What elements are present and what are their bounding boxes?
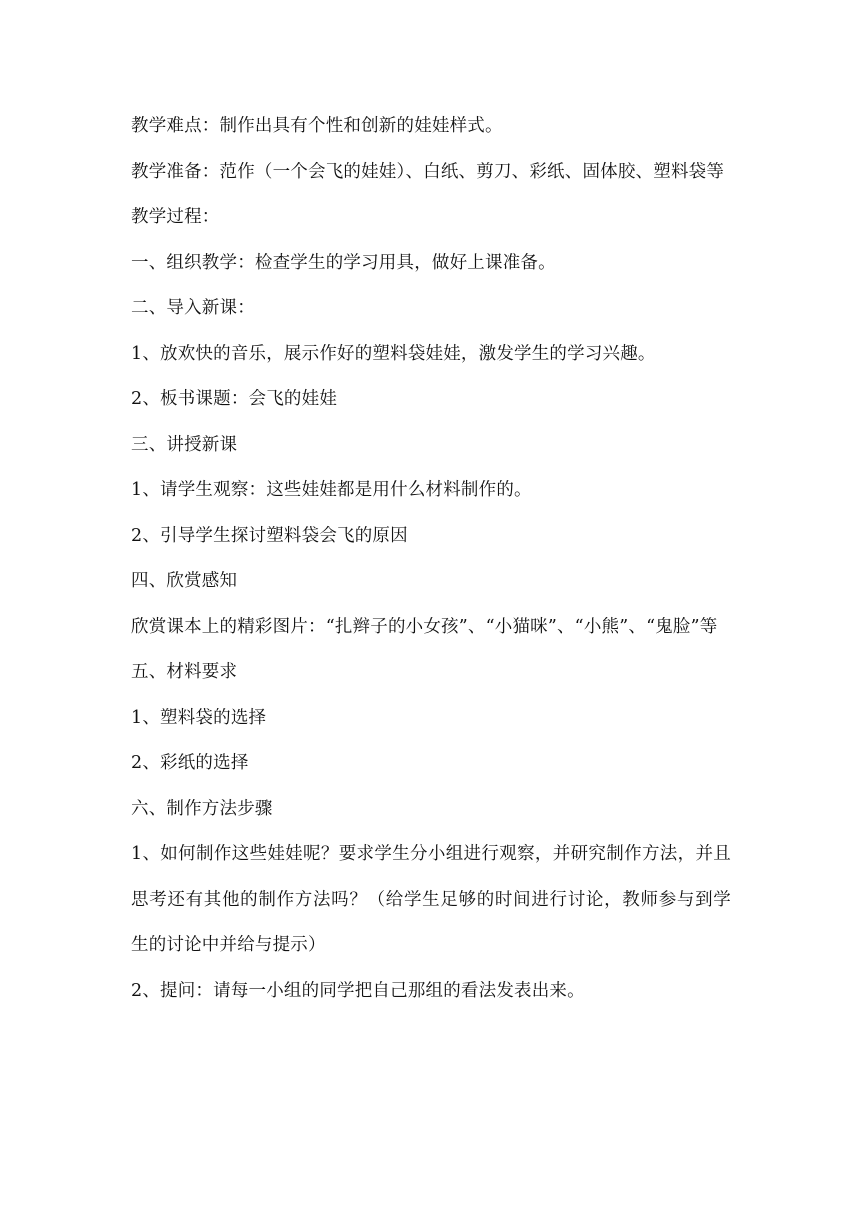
document-body [131, 104, 731, 1014]
paragraph-item: 2、引导学生探讨塑料袋会飞的原因 [131, 525, 408, 546]
paragraph-section-4: 四、欣赏感知 [131, 571, 238, 591]
paragraph-section-3: 三、讲授新课 [131, 434, 238, 455]
paragraph-item: 1、放欢快的音乐，展示作好的塑料袋娃娃，激发学生的学习兴趣。 [131, 343, 656, 364]
paragraph-appreciation: 欣赏课本上的精彩图片：“扎辫子的小女孩”、“小猫咪”、“小熊”、“鬼脸”等 [131, 616, 718, 637]
paragraph-section-5: 五、材料要求 [131, 662, 238, 682]
paragraph-section-1: 一、组织教学：检查学生的学习用具，做好上课准备。 [131, 252, 556, 273]
paragraph-item: 2、彩纸的选择 [131, 753, 249, 773]
paragraph-item: 1、请学生观察：这些娃娃都是用什么材料制作的。 [131, 480, 532, 500]
paragraph-item: 1、塑料袋的选择 [131, 707, 267, 728]
paragraph-item: 2、提问：请每一小组的同学把自己那组的看法发表出来。 [131, 980, 585, 1001]
paragraph-item: 2、板书课题：会飞的娃娃 [131, 389, 338, 409]
paragraph-preparation: 教学准备：范作（一个会飞的娃娃）、白纸、剪刀、彩纸、固体胶、塑料袋等 [131, 161, 725, 182]
paragraph-process-heading: 教学过程： [131, 207, 220, 227]
paragraph-difficulty: 教学难点：制作出具有个性和创新的娃娃样式。 [131, 116, 503, 136]
paragraph-item: 1、如何制作这些娃娃呢？要求学生分小组进行观察，并研究制作方法，并且思考还有其他的制作方法吗？（给学生足够的时间进行讨论，教师参与到学生的讨论中并给与提示） [131, 844, 731, 955]
paragraph-section-6: 六、制作方法步骤 [131, 798, 273, 819]
paragraph-section-2: 二、导入新课： [131, 298, 255, 318]
